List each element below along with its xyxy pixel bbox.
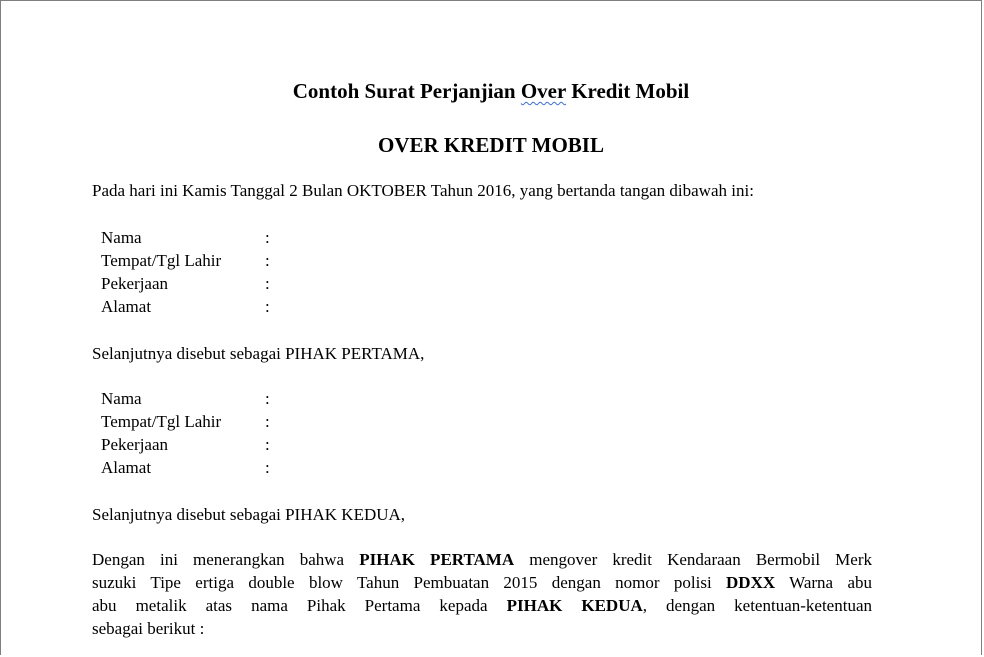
- field-colon: :: [265, 389, 270, 408]
- title-part-2: Kredit Mobil: [565, 79, 690, 103]
- party-one-field-name: [101, 226, 301, 249]
- field-colon: :: [265, 435, 270, 454]
- field-label: Tempat/Tgl Lahir: [101, 412, 222, 431]
- body-bold-plate: DDXX: [726, 573, 776, 592]
- body-line-2: [92, 571, 872, 594]
- party-one-field-job: [101, 272, 301, 295]
- field-label: Tempat/Tgl Lahir: [101, 251, 222, 270]
- body-bold-party-two: PIHAK KEDUA: [506, 596, 643, 615]
- field-colon: :: [265, 412, 270, 431]
- document-title: [1, 78, 981, 104]
- body-line-4: sebagai berikut :: [92, 619, 205, 638]
- body-line-3: [92, 594, 872, 617]
- title-part-1: Contoh Surat Perjanjian: [292, 79, 521, 103]
- body-text: Warna abu: [775, 573, 872, 592]
- document-subtitle: OVER KREDIT MOBIL: [378, 133, 604, 157]
- field-colon: :: [265, 228, 270, 247]
- field-label: Alamat: [101, 458, 152, 477]
- field-colon: :: [265, 297, 270, 316]
- party-two-statement: Selanjutnya disebut sebagai PIHAK KEDUA,: [92, 505, 406, 524]
- party-one-statement: Selanjutnya disebut sebagai PIHAK PERTAMA,: [92, 344, 425, 363]
- field-colon: :: [265, 458, 270, 477]
- body-bold-party-one: PIHAK PERTAMA: [359, 550, 515, 569]
- body-paragraph: [92, 548, 872, 640]
- body-text: Dengan ini menerangkan bahwa: [92, 550, 360, 569]
- body-text: , dengan ketentuan-ketentuan: [642, 596, 872, 615]
- body-text: mengover kredit Kendaraan Bermobil Merk: [514, 550, 872, 569]
- field-label: Pekerjaan: [101, 435, 169, 454]
- field-label: Alamat: [101, 297, 152, 316]
- field-colon: :: [265, 251, 270, 270]
- party-one-field-address: [101, 295, 301, 318]
- field-label: Nama: [101, 228, 142, 247]
- field-label: Nama: [101, 389, 142, 408]
- party-two-field-name: [101, 387, 301, 410]
- party-two-field-job: [101, 433, 301, 456]
- field-colon: :: [265, 274, 270, 293]
- field-label: Pekerjaan: [101, 274, 169, 293]
- body-line-1: [92, 548, 872, 571]
- intro-paragraph: Pada hari ini Kamis Tanggal 2 Bulan OKTOBER Tahun 2016, yang bertanda tangan dibawah ini:: [92, 181, 754, 200]
- body-text: abu metalik atas nama Pihak Pertama kepada: [92, 596, 507, 615]
- title-spellcheck-word: Over: [520, 79, 566, 103]
- party-two-field-address: [101, 456, 301, 479]
- body-text: suzuki Tipe ertiga double blow Tahun Pembuatan 2015 dengan nomor polisi: [92, 573, 727, 592]
- party-two-field-birth: [101, 410, 301, 433]
- party-one-field-birth: [101, 249, 301, 272]
